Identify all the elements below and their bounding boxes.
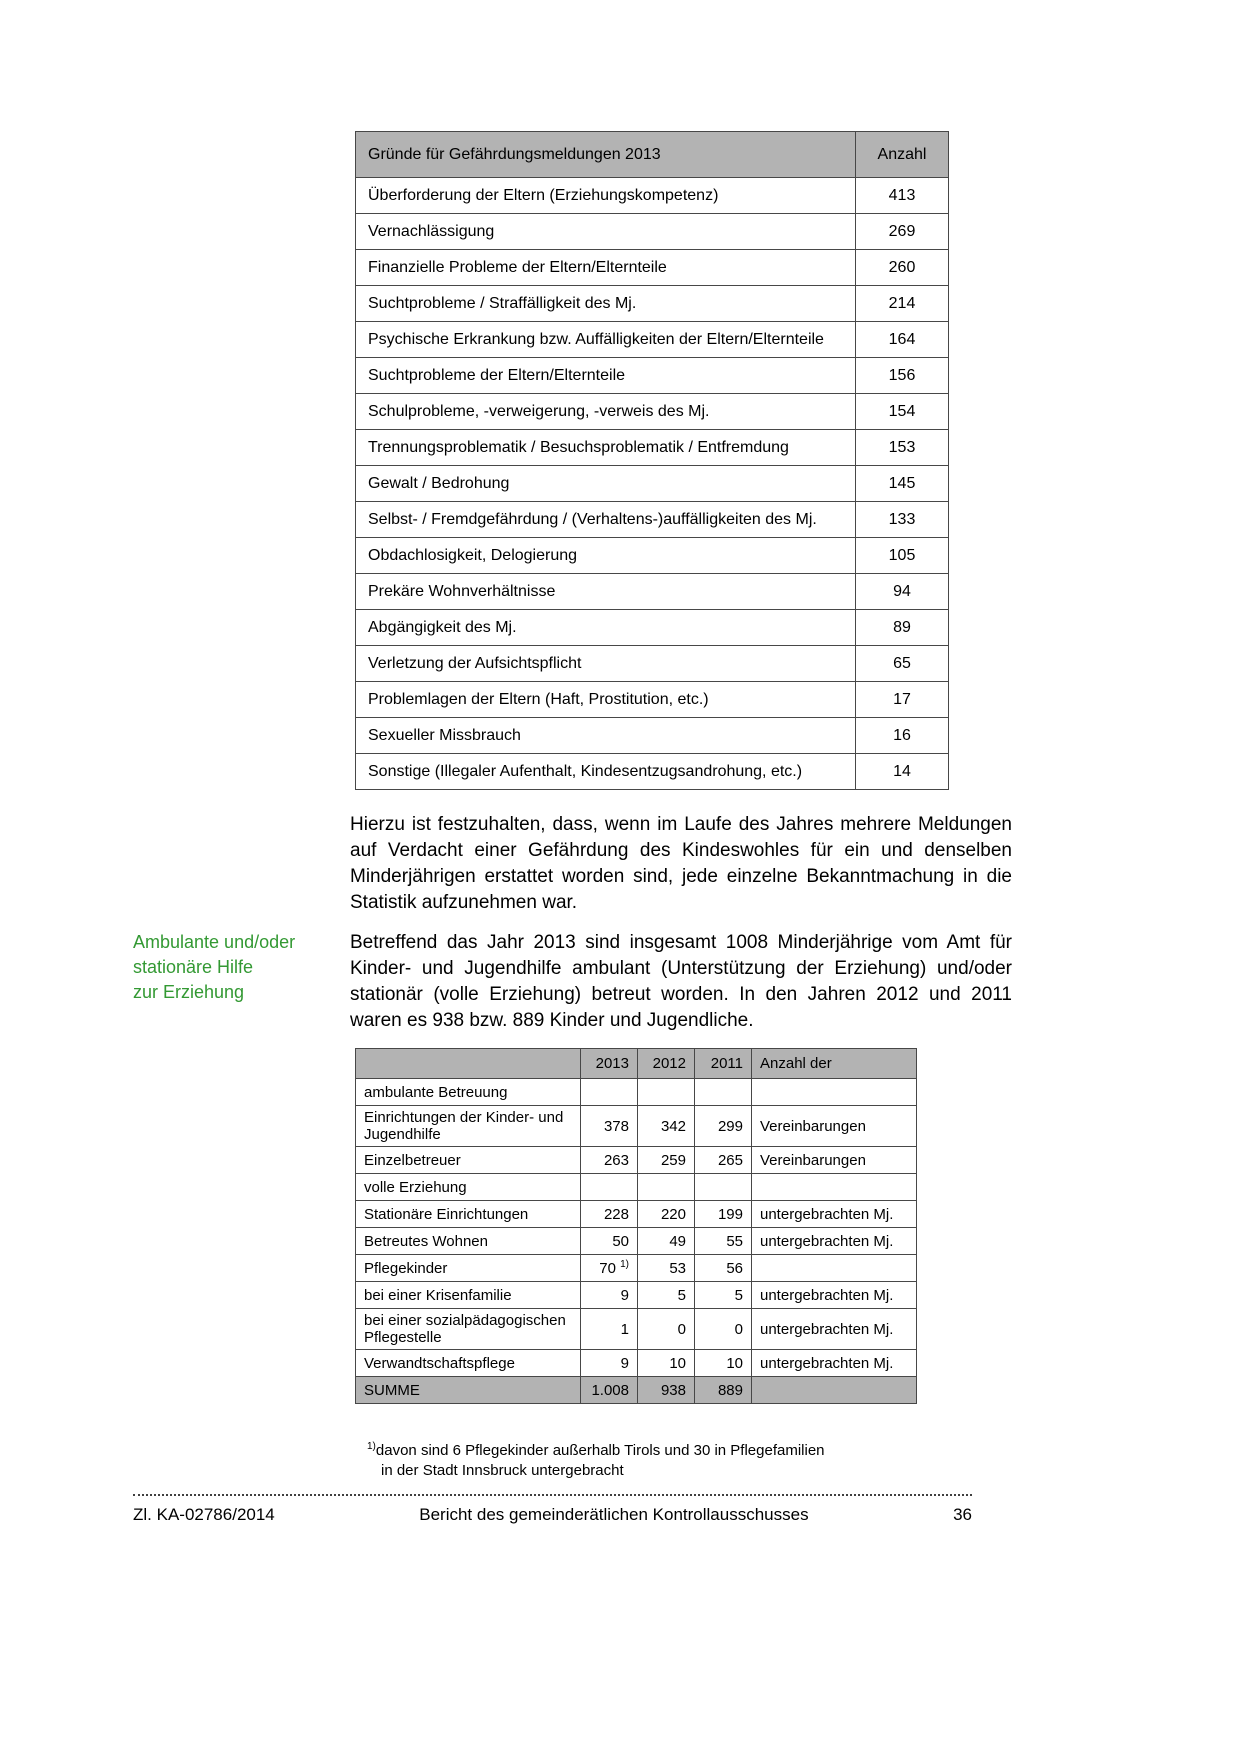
reason-cell: Trennungsproblematik / Besuchsproblematik / Entfremdung bbox=[356, 430, 856, 466]
paragraph-care-overview: Betreffend das Jahr 2013 sind insgesamt 1008 Minderjährige vom Amt für Kinder- und Jugendhilfe ambulant (Unterstützung der Erziehung) und/oder stationär (volle Erziehung) betreut worden. In den Jahren 2012 und 2011 waren es 938 bzw. 889 Kinder und Jugendliche. bbox=[350, 932, 1012, 1031]
value-2012-cell bbox=[638, 1079, 695, 1106]
table-row bbox=[356, 214, 949, 250]
value-2013-cell bbox=[581, 1079, 638, 1106]
unit-cell bbox=[752, 1255, 917, 1282]
column-header-reasons: Gründe für Gefährdungsmeldungen 2013 bbox=[356, 132, 856, 178]
table-row bbox=[356, 250, 949, 286]
reason-cell: Vernachlässigung bbox=[356, 214, 856, 250]
reason-cell: Sexueller Missbrauch bbox=[356, 718, 856, 754]
table-row bbox=[356, 322, 949, 358]
value-2012-cell: 0 bbox=[638, 1309, 695, 1350]
value-2012-cell: 49 bbox=[638, 1228, 695, 1255]
table-section-row bbox=[356, 1079, 917, 1106]
value-2011-cell: 10 bbox=[695, 1350, 752, 1377]
table-row bbox=[356, 574, 949, 610]
category-cell: Verwandtschaftspflege bbox=[356, 1350, 581, 1377]
column-header-category bbox=[356, 1049, 581, 1079]
unit-cell bbox=[752, 1174, 917, 1201]
reason-cell: Obdachlosigkeit, Delogierung bbox=[356, 538, 856, 574]
table-sum-row bbox=[356, 1377, 917, 1404]
value-2012-cell: 10 bbox=[638, 1350, 695, 1377]
unit-cell bbox=[752, 1377, 917, 1404]
margin-heading bbox=[133, 930, 348, 1005]
risk-reasons-table-container bbox=[355, 131, 949, 790]
value-2011-cell: 56 bbox=[695, 1255, 752, 1282]
risk-reasons-table bbox=[355, 131, 949, 790]
footnote bbox=[367, 1437, 825, 1481]
footer-page-number: 36 bbox=[953, 1505, 972, 1524]
value-2012-cell: 220 bbox=[638, 1201, 695, 1228]
category-cell: Pflegekinder bbox=[356, 1255, 581, 1282]
count-cell: 65 bbox=[856, 646, 949, 682]
reason-cell: Selbst- / Fremdgefährdung / (Verhaltens-)auffälligkeiten des Mj. bbox=[356, 502, 856, 538]
value-2013-cell: 9 bbox=[581, 1350, 638, 1377]
count-cell: 156 bbox=[856, 358, 949, 394]
value-2013-cell: 50 bbox=[581, 1228, 638, 1255]
value-2011-cell bbox=[695, 1079, 752, 1106]
unit-cell: Vereinbarungen bbox=[752, 1106, 917, 1147]
value-2011-cell bbox=[695, 1174, 752, 1201]
table-row bbox=[356, 1282, 917, 1309]
table-section-row bbox=[356, 1174, 917, 1201]
reason-cell: Suchtprobleme / Straffälligkeit des Mj. bbox=[356, 286, 856, 322]
value-2011-cell: 265 bbox=[695, 1147, 752, 1174]
count-cell: 260 bbox=[856, 250, 949, 286]
category-cell: Einzelbetreuer bbox=[356, 1147, 581, 1174]
reason-cell: Finanzielle Probleme der Eltern/Elternteile bbox=[356, 250, 856, 286]
count-cell: 105 bbox=[856, 538, 949, 574]
value-2012-cell: 342 bbox=[638, 1106, 695, 1147]
category-cell: Stationäre Einrichtungen bbox=[356, 1201, 581, 1228]
count-cell: 413 bbox=[856, 178, 949, 214]
value-2013-cell: 1.008 bbox=[581, 1377, 638, 1404]
category-cell: Einrichtungen der Kinder- und Jugendhilfe bbox=[356, 1106, 581, 1147]
value-2011-cell: 5 bbox=[695, 1282, 752, 1309]
count-cell: 17 bbox=[856, 682, 949, 718]
unit-cell: untergebrachten Mj. bbox=[752, 1201, 917, 1228]
table-header-row bbox=[356, 132, 949, 178]
count-cell: 94 bbox=[856, 574, 949, 610]
footnote-marker: 1) bbox=[367, 1441, 376, 1452]
unit-cell bbox=[752, 1079, 917, 1106]
reason-cell: Gewalt / Bedrohung bbox=[356, 466, 856, 502]
column-header-count: Anzahl bbox=[856, 132, 949, 178]
table-row bbox=[356, 1255, 917, 1282]
table-row bbox=[356, 538, 949, 574]
footer-divider bbox=[133, 1494, 972, 1496]
reason-cell: Schulprobleme, -verweigerung, -verweis des Mj. bbox=[356, 394, 856, 430]
table-row bbox=[356, 682, 949, 718]
table-row bbox=[356, 754, 949, 790]
care-statistics-table-container bbox=[355, 1048, 917, 1404]
count-cell: 164 bbox=[856, 322, 949, 358]
footer-row bbox=[133, 1505, 972, 1525]
value-2011-cell: 199 bbox=[695, 1201, 752, 1228]
count-cell: 16 bbox=[856, 718, 949, 754]
count-cell: 269 bbox=[856, 214, 949, 250]
count-cell: 214 bbox=[856, 286, 949, 322]
footer-reference: Zl. KA-02786/2014 bbox=[133, 1505, 275, 1524]
unit-cell: untergebrachten Mj. bbox=[752, 1309, 917, 1350]
table-header-row bbox=[356, 1049, 917, 1079]
value-2013-cell: 9 bbox=[581, 1282, 638, 1309]
value-2013-cell bbox=[581, 1255, 638, 1282]
value-2012-cell: 938 bbox=[638, 1377, 695, 1404]
value-2013-cell: 378 bbox=[581, 1106, 638, 1147]
reason-cell: Sonstige (Illegaler Aufenthalt, Kindesentzugsandrohung, etc.) bbox=[356, 754, 856, 790]
table-row bbox=[356, 1106, 917, 1147]
category-cell: volle Erziehung bbox=[356, 1174, 581, 1201]
footnote-text-line2: in der Stadt Innsbruck untergebracht bbox=[381, 1462, 624, 1479]
table-row bbox=[356, 1147, 917, 1174]
value-2012-cell: 53 bbox=[638, 1255, 695, 1282]
category-cell: SUMME bbox=[356, 1377, 581, 1404]
count-cell: 89 bbox=[856, 610, 949, 646]
margin-heading-line: Ambulante und/oder bbox=[133, 932, 296, 952]
count-cell: 153 bbox=[856, 430, 949, 466]
value-2012-cell bbox=[638, 1174, 695, 1201]
reason-cell: Problemlagen der Eltern (Haft, Prostitution, etc.) bbox=[356, 682, 856, 718]
table-row bbox=[356, 1201, 917, 1228]
value-2013-cell: 228 bbox=[581, 1201, 638, 1228]
footnote-marker: 1) bbox=[620, 1258, 629, 1270]
category-cell: ambulante Betreuung bbox=[356, 1079, 581, 1106]
column-header-2013: 2013 bbox=[581, 1049, 638, 1079]
paragraph-statistics-note: Hierzu ist festzuhalten, dass, wenn im Laufe des Jahres mehrere Meldungen auf Verdacht einer Gefährdung des Kindeswohles für ein und denselben Minderjährigen erstattet worden sind, jede einzelne Bekanntmachung in die Statistik aufzunehmen war. bbox=[350, 814, 1012, 913]
reason-cell: Prekäre Wohnverhältnisse bbox=[356, 574, 856, 610]
reason-cell: Überforderung der Eltern (Erziehungskompetenz) bbox=[356, 178, 856, 214]
unit-cell: Vereinbarungen bbox=[752, 1147, 917, 1174]
reason-cell: Abgängigkeit des Mj. bbox=[356, 610, 856, 646]
table-row bbox=[356, 1350, 917, 1377]
count-cell: 14 bbox=[856, 754, 949, 790]
category-cell: Betreutes Wohnen bbox=[356, 1228, 581, 1255]
value-2012-cell: 259 bbox=[638, 1147, 695, 1174]
table-row bbox=[356, 502, 949, 538]
value-2011-cell: 0 bbox=[695, 1309, 752, 1350]
table-row bbox=[356, 466, 949, 502]
value-2013-cell bbox=[581, 1174, 638, 1201]
reason-cell: Verletzung der Aufsichtspflicht bbox=[356, 646, 856, 682]
category-cell: bei einer sozialpädagogischen Pflegestelle bbox=[356, 1309, 581, 1350]
category-cell: bei einer Krisenfamilie bbox=[356, 1282, 581, 1309]
value-2013-cell: 263 bbox=[581, 1147, 638, 1174]
table-row bbox=[356, 1228, 917, 1255]
margin-heading-line: zur Erziehung bbox=[133, 982, 245, 1002]
table-row bbox=[356, 646, 949, 682]
unit-cell: untergebrachten Mj. bbox=[752, 1350, 917, 1377]
count-cell: 154 bbox=[856, 394, 949, 430]
page-footer bbox=[133, 1494, 972, 1525]
care-statistics-table bbox=[355, 1048, 917, 1404]
column-header-2012: 2012 bbox=[638, 1049, 695, 1079]
table-row bbox=[356, 286, 949, 322]
table-row bbox=[356, 178, 949, 214]
table-row bbox=[356, 1309, 917, 1350]
unit-cell: untergebrachten Mj. bbox=[752, 1228, 917, 1255]
value-2013-cell: 1 bbox=[581, 1309, 638, 1350]
footer-title: Bericht des gemeinderätlichen Kontrollausschusses bbox=[419, 1505, 809, 1524]
value-2011-cell: 299 bbox=[695, 1106, 752, 1147]
reason-cell: Suchtprobleme der Eltern/Elternteile bbox=[356, 358, 856, 394]
column-header-unit: Anzahl der bbox=[752, 1049, 917, 1079]
count-cell: 133 bbox=[856, 502, 949, 538]
table-row bbox=[356, 610, 949, 646]
table-row bbox=[356, 358, 949, 394]
margin-heading-line: stationäre Hilfe bbox=[133, 957, 254, 977]
table-row bbox=[356, 430, 949, 466]
value-2011-cell: 889 bbox=[695, 1377, 752, 1404]
table-row bbox=[356, 718, 949, 754]
footnote-text-line1: davon sind 6 Pflegekinder außerhalb Tirols und 30 in Pflegefamilien bbox=[375, 1442, 825, 1459]
table-row bbox=[356, 394, 949, 430]
count-cell: 145 bbox=[856, 466, 949, 502]
unit-cell: untergebrachten Mj. bbox=[752, 1282, 917, 1309]
column-header-2011: 2011 bbox=[695, 1049, 752, 1079]
value-2012-cell: 5 bbox=[638, 1282, 695, 1309]
value-2011-cell: 55 bbox=[695, 1228, 752, 1255]
value-text: 70 bbox=[599, 1259, 616, 1277]
reason-cell: Psychische Erkrankung bzw. Auffälligkeiten der Eltern/Elternteile bbox=[356, 322, 856, 358]
